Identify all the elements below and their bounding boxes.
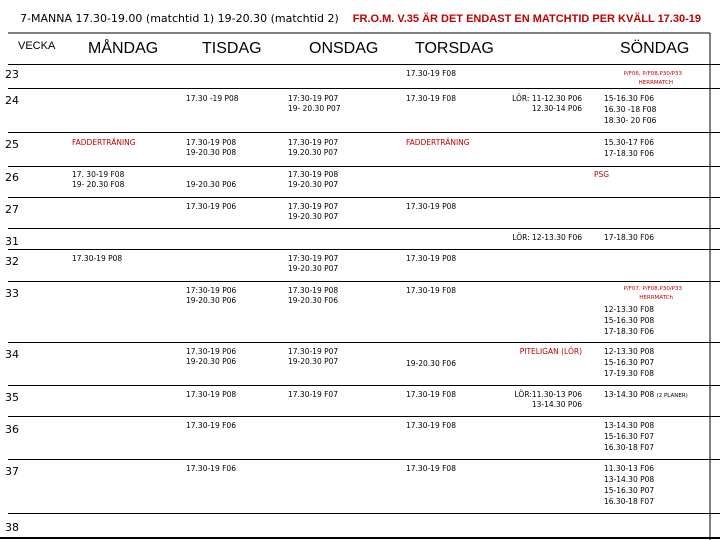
sondag-slot: 13-14.30 P08 [604,475,655,484]
week-number: 32 [5,255,19,268]
torsdag-slot: 17.30-19 F08 [406,94,456,103]
lordag-slot: 12.30-14 P06 [531,104,582,113]
mandag-slot: 17.30-19 P08 [72,254,123,263]
week-number: 26 [5,171,19,184]
week-number: 38 [5,521,19,534]
tisdag-slot: 19-20.30 P06 [186,180,237,189]
week-number: 27 [5,203,19,216]
page-title [20,12,701,25]
sondag-slot: 12-13.30 P08 [604,347,655,356]
onsdag-slot: 19- 20.30 P07 [288,104,341,113]
onsdag-slot: 17.30-19 P07 [288,138,339,147]
tisdag-slot: 19-20.30 P08 [186,148,237,157]
lordag-slot: 13-14.30 P06 [531,400,582,409]
sondag-slot: 18.30- 20 F06 [604,116,657,125]
sondag-slot: 16.30-18 F07 [604,443,654,452]
sondag-slot: 12-13.30 F08 [604,305,654,314]
sondag-time: 13-14.30 P08 [604,390,655,399]
lordag-slot: LÖR: 11-12.30 P06 [512,94,582,103]
onsdag-slot: 17.30-19 P08 [288,170,339,179]
sondag-slot: 15-16.30 F06 [604,94,654,103]
sondag-planer-note: (2 PLANER) [656,393,688,399]
sondag-slot: 15-16.30 P07 [604,358,655,367]
torsdag-slot: 17.30-19 P08 [406,254,457,263]
week-number: 25 [5,138,19,151]
header-vecka: VECKA [18,40,56,52]
torsdag-slot: FADDERTRÄNING [406,138,470,147]
week-number: 31 [5,235,19,248]
mandag-slot: FADDERTRÄNING [72,138,136,147]
torsdag-slot: 19-20.30 F06 [406,359,456,368]
sondag-slot: 15-16.30 F07 [604,432,654,441]
lordag-slot: LÖR:11.30-13 P06 [514,390,582,399]
header-torsdag: TORSDAG [415,40,494,57]
sondag-note: P/F06, P/F08,P30/P33 [623,71,682,77]
tisdag-slot: 17.30-19 F06 [186,421,236,430]
sondag-slot: 15-16.30 P07 [604,486,655,495]
header-tisdag: TISDAG [202,40,262,57]
onsdag-slot: 19-20.30 P07 [288,212,339,221]
sondag-slot: 15.30-17 F06 [604,138,654,147]
onsdag-slot: 19-20.30 F06 [288,296,338,305]
piteligan-label: PITELIGAN (LÖR) [519,347,582,356]
sondag-slot: 15-16.30 P08 [604,316,655,325]
sondag-slot: 17-18.30 F06 [604,233,654,242]
sondag-slot [604,390,688,401]
week-row-25 [8,132,720,133]
tisdag-slot: 17.30-19 P06 [186,202,237,211]
sondag-note: P/F07, P/F08,P30/P33 [623,286,682,292]
torsdag-slot: 17.30-19 F08 [406,390,456,399]
week-row-24 [8,88,720,89]
onsdag-slot: 17:30-19 P07 [288,254,339,263]
week-number: 23 [5,68,19,81]
week-row-36 [8,416,720,417]
week-row-34 [8,342,720,343]
sondag-note: HERRMATCH [638,80,673,86]
week-number: 37 [5,465,19,478]
sondag-note: HERRMATCh [639,295,673,301]
header-sondag: SÖNDAG [620,40,690,57]
sondag-slot: 11.30-13 F06 [604,464,654,473]
week-row-37 [8,459,720,460]
header-onsdag: ONSDAG [309,40,379,57]
tisdag-slot: 17.30-19 P08 [186,138,237,147]
tisdag-slot: 19-20.30 P06 [186,357,237,366]
week-number: 36 [5,423,19,436]
onsdag-slot: 17.30-19 P08 [288,286,339,295]
onsdag-slot: 17.30-19 F07 [288,390,338,399]
week-row-26 [8,166,720,167]
week-row-27 [8,197,720,198]
tisdag-slot: 17:30-19 P06 [186,286,237,295]
week-row-38 [8,513,720,514]
week-row-35 [8,385,720,386]
onsdag-slot: 19-20.30 P07 [288,264,339,273]
mandag-slot: 19- 20.30 F08 [72,180,125,189]
sondag-slot: 16.30 -18 F08 [604,105,657,114]
tisdag-slot: 17.30-19 P06 [186,347,237,356]
sondag-slot: 13-14.30 P08 [604,421,655,430]
onsdag-slot: 19-20.30 P07 [288,357,339,366]
tisdag-slot: 19-20.30 P06 [186,296,237,305]
torsdag-slot: 17.30-19 F08 [406,286,456,295]
onsdag-slot: 17:30-19 P07 [288,94,339,103]
onsdag-slot: 17.30-19 P07 [288,202,339,211]
lordag-slot: LÖR: 12-13.30 F06 [512,233,582,242]
header-mandag: MÅNDAG [88,40,159,57]
week-row-32 [8,249,720,250]
week-row-31 [8,228,720,229]
sondag-slot: 17-19.30 F08 [604,369,654,378]
sondag-slot: 17-18.30 F06 [604,327,654,336]
week-number: 34 [5,348,19,361]
week-row-33 [8,281,720,282]
sondag-slot: 16.30-18 F07 [604,497,654,506]
onsdag-slot: 19.20.30 P07 [288,148,338,157]
week-number: 35 [5,391,19,404]
tisdag-slot: 17.30-19 P08 [186,390,237,399]
sondag-slot: 17-18.30 F06 [604,149,654,158]
tisdag-slot: 17.30 -19 P08 [186,94,239,103]
mandag-slot: 17. 30-19 F08 [72,170,125,179]
torsdag-slot: 17.30-19 F08 [406,464,456,473]
title-main: 7-MANNA 17.30-19.00 (matchtid 1) 19-20.30 (matchtid 2) [20,12,339,25]
torsdag-slot: 17.30-19 F08 [406,421,456,430]
title-note: FR.O.M. V.35 ÄR DET ENDAST EN MATCHTID PER KVÄLL 17.30-19 [352,13,701,25]
week-number: 33 [5,287,19,300]
torsdag-slot: 17.30-19 F08 [406,69,456,78]
tisdag-slot: 17.30-19 F06 [186,464,236,473]
week-row-23 [8,64,720,65]
week-number: 24 [5,94,19,107]
psg-label: PSG [594,170,610,179]
onsdag-slot: 19-20.30 P07 [288,180,339,189]
torsdag-slot: 17.30-19 P08 [406,202,457,211]
onsdag-slot: 17.30-19 P07 [288,347,339,356]
